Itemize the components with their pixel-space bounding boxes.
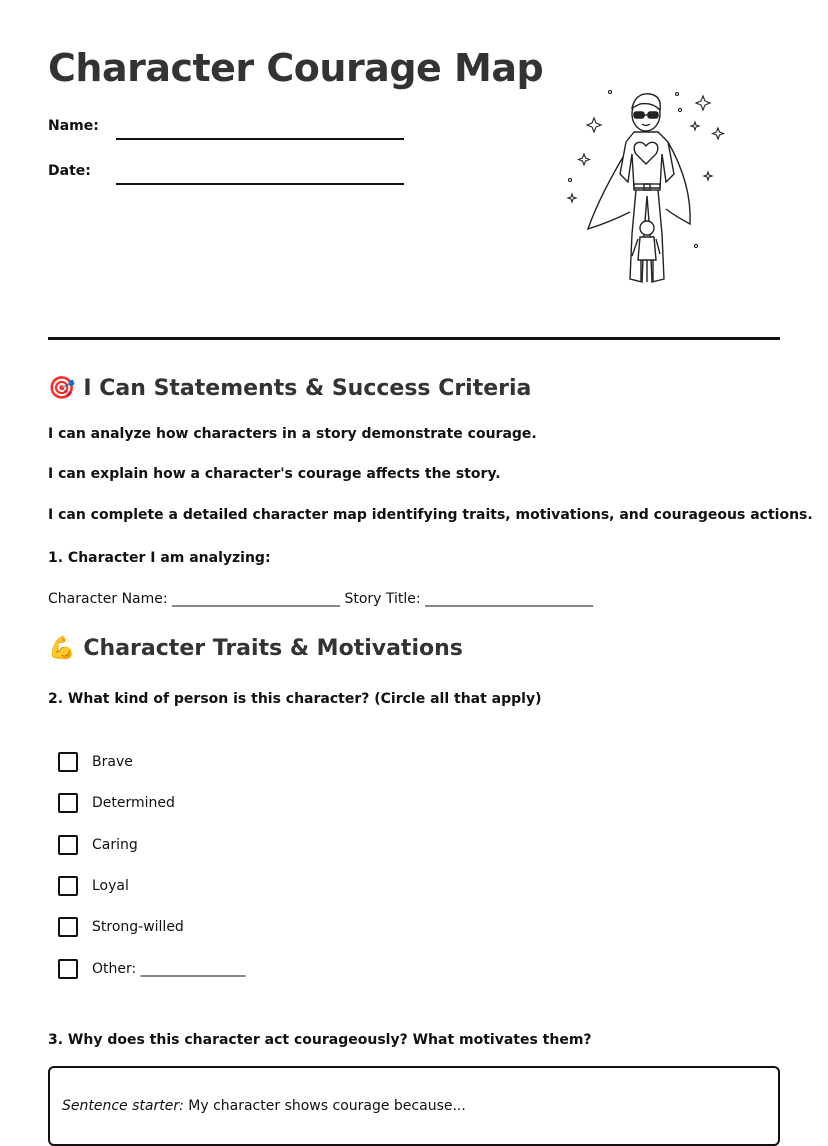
section-title: Character Traits & Motivations bbox=[83, 636, 463, 661]
superhero-illustration bbox=[560, 84, 740, 294]
statement-2: I can explain how a character's courage affects the story. bbox=[48, 466, 501, 482]
trait-label: Caring bbox=[92, 837, 138, 853]
section-title: I Can Statements & Success Criteria bbox=[83, 376, 532, 401]
trait-option[interactable] bbox=[58, 793, 175, 813]
sentence-starter-prefix: Sentence starter: bbox=[62, 1098, 184, 1114]
question-3-label: 3. Why does this character act courageously? What motivates them? bbox=[48, 1032, 592, 1048]
flexed-bicep-icon: 💪 bbox=[48, 636, 76, 661]
section-i-can-statements bbox=[48, 376, 531, 401]
trait-option[interactable] bbox=[58, 959, 246, 979]
section-traits-motivations bbox=[48, 636, 463, 661]
target-icon: 🎯 bbox=[48, 376, 76, 401]
trait-label: Brave bbox=[92, 754, 133, 770]
header-divider bbox=[48, 337, 780, 340]
trait-label: Loyal bbox=[92, 878, 129, 894]
checkbox[interactable] bbox=[58, 876, 78, 896]
name-field[interactable] bbox=[116, 138, 404, 140]
date-label: Date: bbox=[48, 163, 91, 179]
trait-label: Determined bbox=[92, 795, 175, 811]
trait-option[interactable] bbox=[58, 835, 138, 855]
trait-label: Strong-willed bbox=[92, 919, 184, 935]
question-2-label: 2. What kind of person is this character? (Circle all that apply) bbox=[48, 691, 542, 707]
checkbox[interactable] bbox=[58, 752, 78, 772]
answer-box[interactable] bbox=[48, 1066, 780, 1146]
sentence-starter-text: My character shows courage because... bbox=[183, 1098, 466, 1114]
question-1-label: 1. Character I am analyzing: bbox=[48, 550, 271, 566]
checkbox[interactable] bbox=[58, 793, 78, 813]
trait-option[interactable] bbox=[58, 917, 184, 937]
name-label: Name: bbox=[48, 118, 99, 134]
character-story-line[interactable]: Character Name: ________________________ Story Title: ________________________ bbox=[48, 591, 594, 607]
checkbox[interactable] bbox=[58, 835, 78, 855]
trait-label: Other: _______________ bbox=[92, 961, 246, 977]
checkbox[interactable] bbox=[58, 917, 78, 937]
trait-option[interactable] bbox=[58, 876, 129, 896]
statement-1: I can analyze how characters in a story demonstrate courage. bbox=[48, 426, 537, 442]
date-field[interactable] bbox=[116, 183, 404, 185]
sentence-starter bbox=[62, 1098, 466, 1114]
checkbox[interactable] bbox=[58, 959, 78, 979]
statement-3: I can complete a detailed character map identifying traits, motivations, and courageous actions. bbox=[48, 507, 813, 523]
page-title: Character Courage Map bbox=[48, 46, 544, 90]
trait-option[interactable] bbox=[58, 752, 133, 772]
